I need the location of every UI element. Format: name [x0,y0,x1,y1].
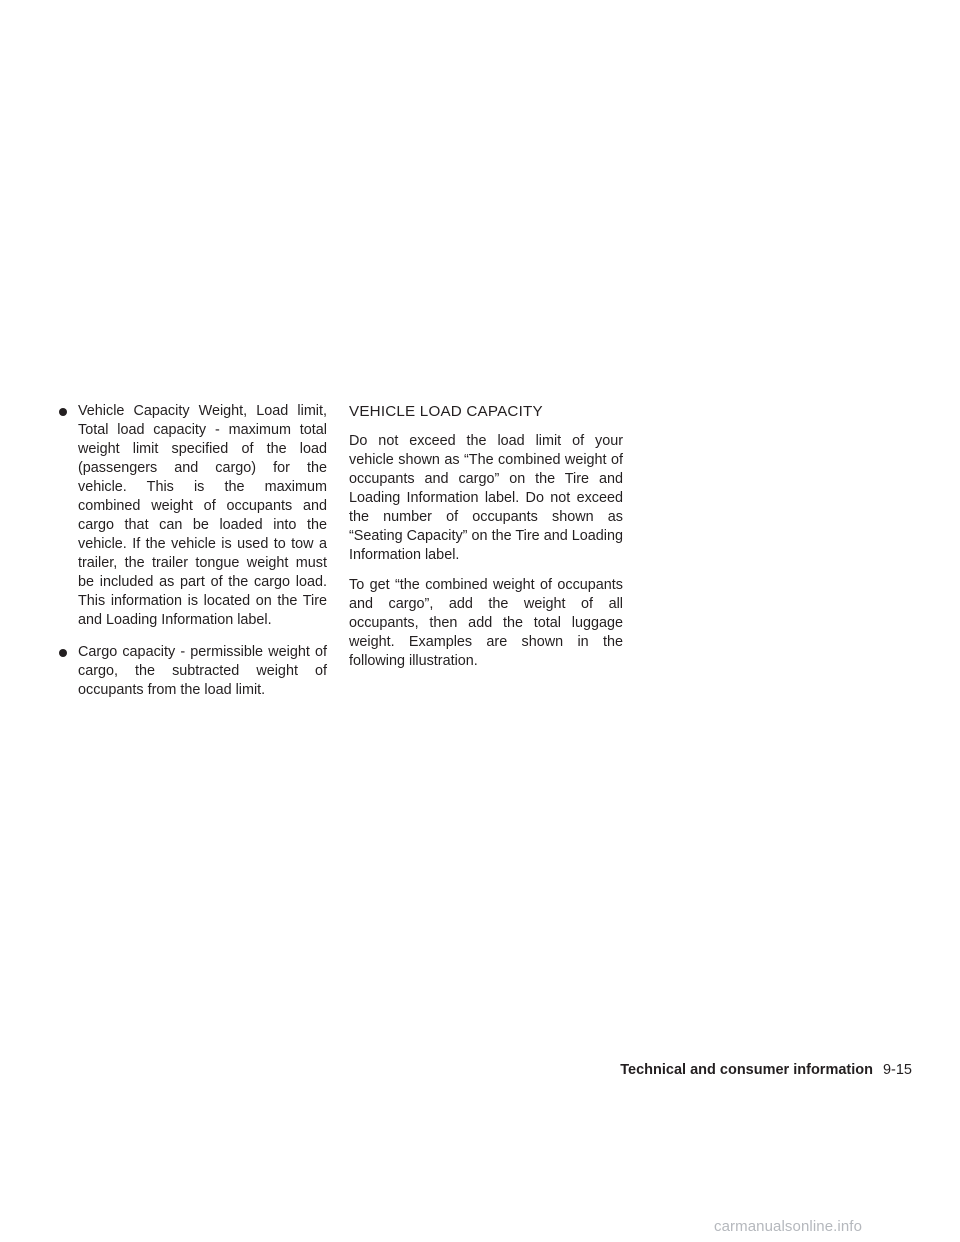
bullet-text: Vehicle Capacity Weight, Load limit, Total load capacity - maximum total weight limit specified of the load (passengers and cargo) for the vehicle. This is the maximum combined weight of occupants and cargo that can be loaded into the vehicle. If the vehicle is used to tow a trailer, the trailer tongue weight must be included as part of the cargo load. This information is located on the Tire and Loading Information label. [78,403,327,628]
bullet-text: Cargo capacity - permissible weight of cargo, the subtracted weight of occupants from the load limit. [78,644,327,698]
bullet-icon [59,649,67,657]
body-paragraph: To get “the combined weight of occupants and cargo”, add the weight of all occupants, then add the total luggage weight. Examples are shown in the following illustration. [349,577,623,669]
footer-section-title: Technical and consumer information [620,1062,873,1078]
right-column [349,402,623,682]
body-paragraph: Do not exceed the load limit of your vehicle shown as “The combined weight of occupants and cargo” on the Tire and Loading Information label. Do not exceed the number of occupants shown as “Seating Capacity” on the Tire and Loading Information label. [349,433,623,563]
bullet-item [57,402,327,630]
page-number: 9-15 [882,1062,912,1078]
bullet-icon [59,408,67,416]
left-column [57,402,327,713]
watermark: carmanualsonline.info [714,1218,863,1235]
bullet-item [57,643,327,700]
page-footer [620,1060,912,1080]
section-heading: VEHICLE LOAD CAPACITY [349,403,543,420]
